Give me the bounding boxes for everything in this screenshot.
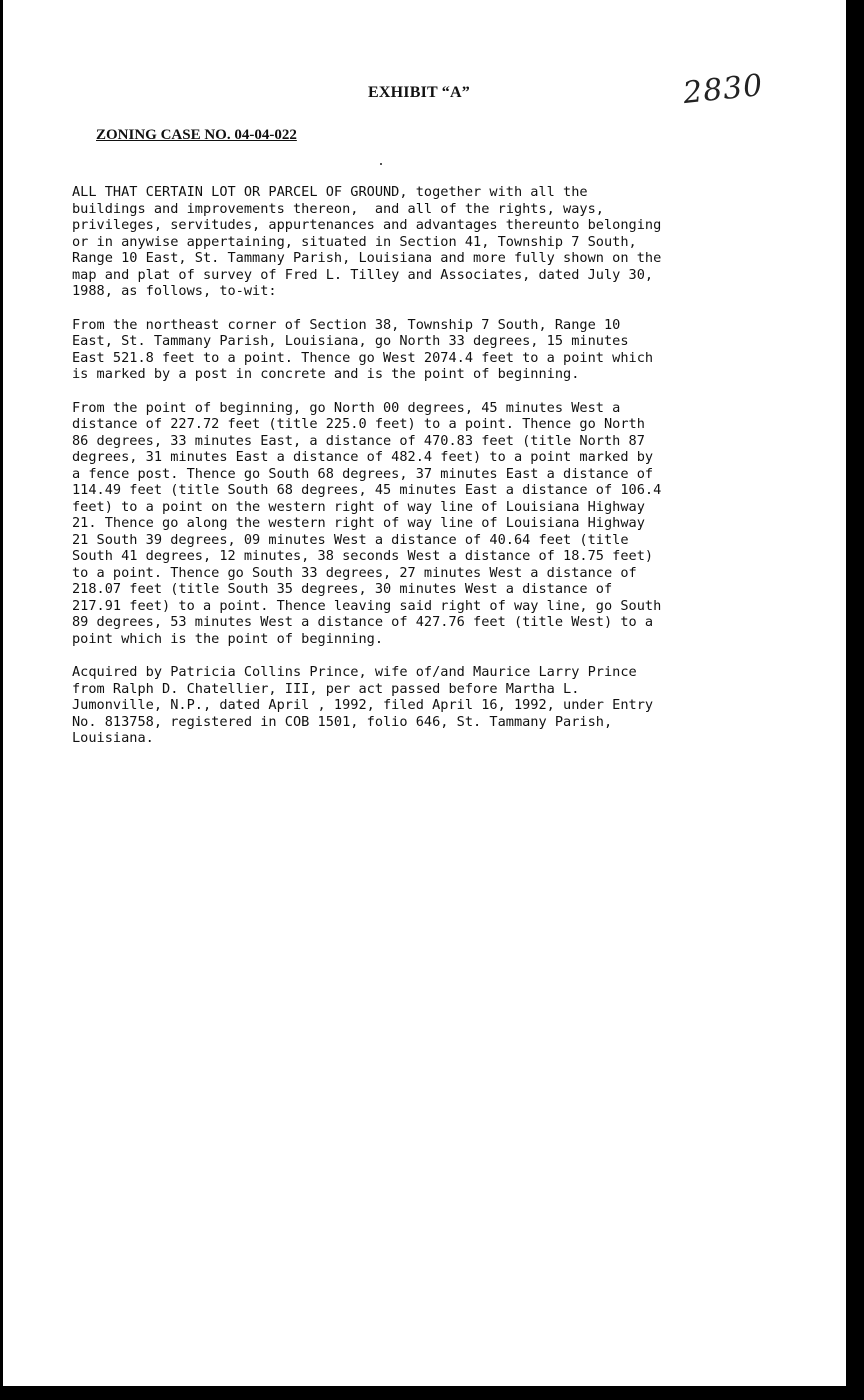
scan-border-left xyxy=(0,0,3,1400)
scan-border-bottom xyxy=(0,1386,864,1400)
zoning-case-number: ZONING CASE NO. 04-04-022 xyxy=(96,127,297,143)
boundary-description-paragraph: From the point of beginning, go North 00 degrees, 45 minutes West a distance of 227.72 feet (title 225.0 feet) to a point. Thence go North 86 degrees, 33 minutes East, a distance of 470.83 feet (title North 87 degrees, 31 minutes East a distance of 482.4 feet) to a point marked by a fence post. Thence go South 68 degrees, 37 minutes East a distance of 114.49 feet (title South 68 degrees, 45 minutes East a distance of 106.4 feet) to a point on the western right of way line of Louisiana Highway 21. Thence go along the western right of way line of Louisiana Highway 21 South 39 degrees, 09 minutes West a distance of 40.64 feet (title South 41 degrees, 12 minutes, 38 seconds West a distance of 18.75 feet) to a point. Thence go South 33 degrees, 27 minutes West a distance of 218.07 feet (title South 35 degrees, 30 minutes West a distance of 217.91 feet) to a point. Thence leaving said right of way line, go South 89 degrees, 53 minutes West a distance of 427.76 feet (title West) to a point which is the point of beginning. xyxy=(72,399,662,647)
handwritten-page-number: 2830 xyxy=(681,67,765,112)
scan-border-right xyxy=(846,0,864,1400)
exhibit-title: EXHIBIT “A” xyxy=(368,84,470,101)
legal-description-body xyxy=(72,184,802,747)
scan-speck xyxy=(380,163,382,165)
acquisition-paragraph: Acquired by Patricia Collins Prince, wife of/and Maurice Larry Prince from Ralph D. Chatellier, III, per act passed before Martha L. Jumonville, N.P., dated April , 1992, filed April 16, 1992, under Entry No. 813758, registered in COB 1501, folio 646, St. Tammany Parish, Louisiana. xyxy=(72,664,654,746)
parcel-description-paragraph: ALL THAT CERTAIN LOT OR PARCEL OF GROUND, together with all the buildings and improvements thereon, and all of the rights, ways, privileges, servitudes, appurtenances and advantages thereunto belonging or in anywise appertaining, situated in Section 41, Township 7 South, Range 10 East, St. Tammany Parish, Louisiana and more fully shown on the map and plat of survey of Fred L. Tilley and Associates, dated July 30, 1988, as follows, to-wit: xyxy=(72,184,662,299)
commencement-paragraph: From the northeast corner of Section 38, Township 7 South, Range 10 East, St. Tammany Parish, Louisiana, go North 33 degrees, 15 minutes East 521.8 feet to a point. Thence go West 2074.4 feet to a point which is marked by a post in concrete and is the point of beginning. xyxy=(72,316,654,382)
